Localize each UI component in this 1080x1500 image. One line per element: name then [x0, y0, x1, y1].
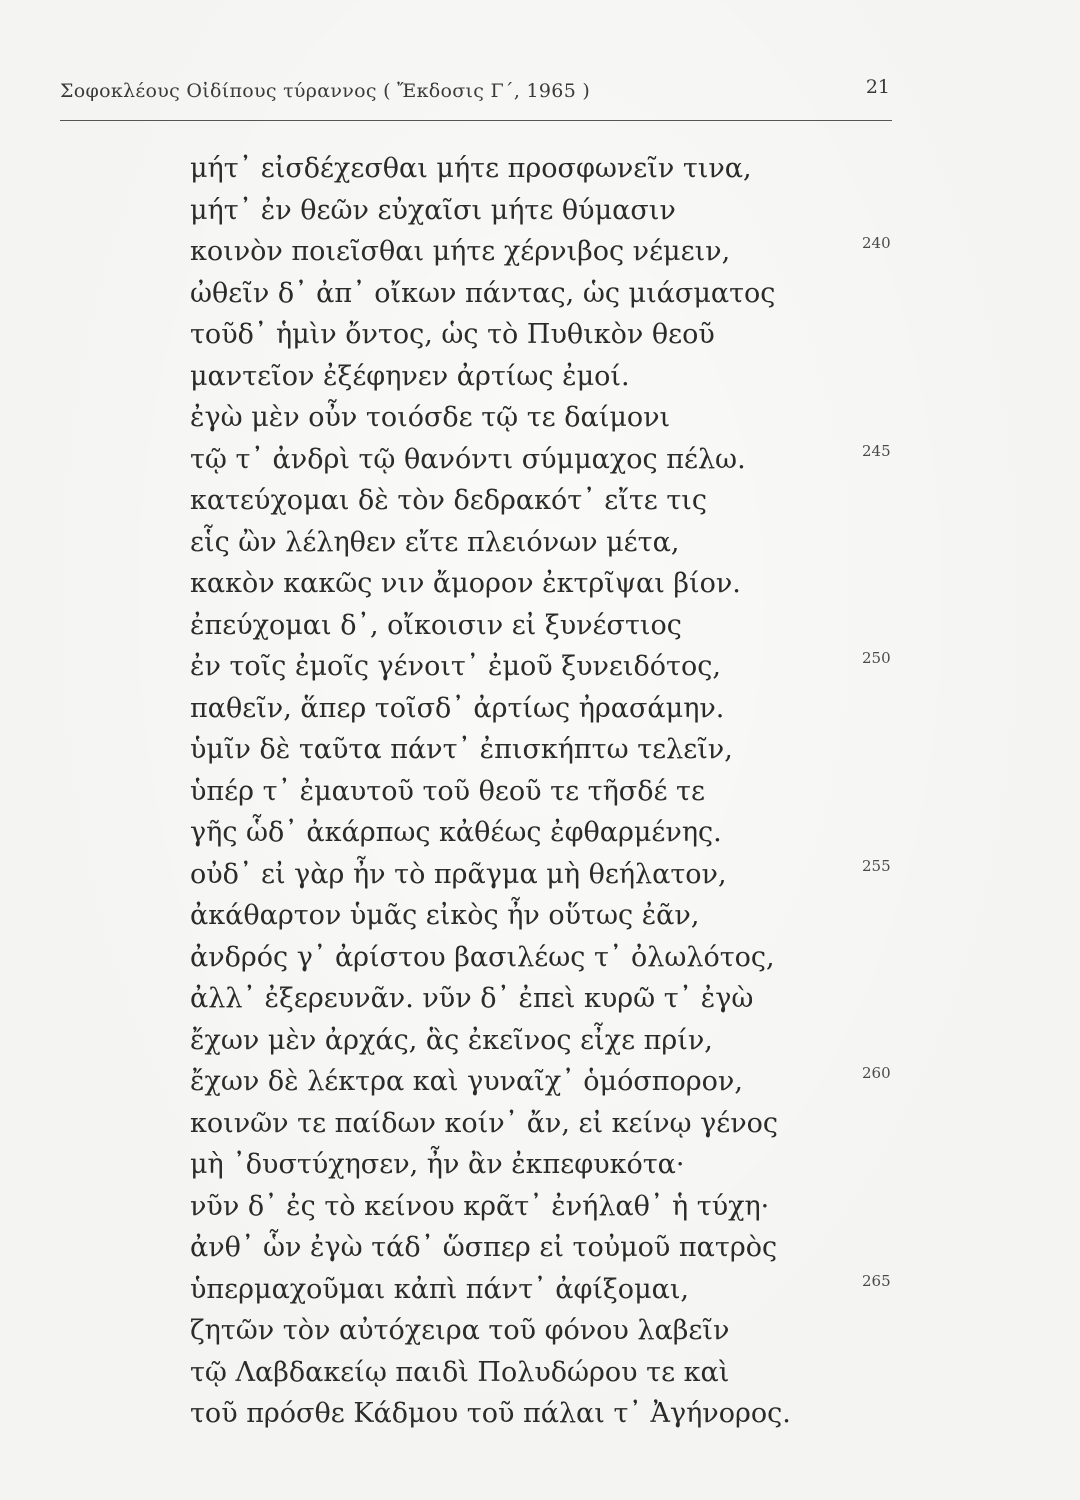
- verse-line-text: κακὸν κακῶς νιν ἄμορον ἐκτρῖψαι βίον.: [190, 568, 741, 599]
- verse-line: [190, 1061, 930, 1103]
- verse-line: [190, 356, 930, 398]
- verse-line-text: μήτ᾽ εἰσδέχεσθαι μήτε προσφωνεῖν τινα,: [190, 153, 752, 184]
- verse-line: [190, 1227, 930, 1269]
- verse-line: [190, 646, 930, 688]
- verse-line-text: κοινὸν ποιεῖσθαι μήτε χέρνιβος νέμειν,: [190, 236, 731, 267]
- verse-line: [190, 895, 930, 937]
- verse-line-text: ὑπέρ τ᾽ ἐμαυτοῦ τοῦ θεοῦ τε τῆσδέ τε: [190, 775, 705, 807]
- verse-line: [190, 771, 930, 813]
- verse-line: [190, 148, 930, 190]
- verse-line-text: τῷ Λαβδακείῳ παιδὶ Πολυδώρου τε καὶ: [190, 1356, 730, 1388]
- verse-line-text: νῦν δ᾽ ἐς τὸ κείνου κρᾶτ᾽ ἐνήλαθ᾽ ἡ τύχη·: [190, 1190, 770, 1222]
- verse-line: [190, 729, 930, 771]
- verse-line: [190, 937, 930, 979]
- verse-line-text: γῆς ὧδ᾽ ἀκάρπως κἀθέως ἐφθαρμένης.: [190, 817, 722, 848]
- verse-line: [190, 439, 930, 481]
- verse-line-text: μὴ ᾽δυστύχησεν, ἦν ἂν ἐκπεφυκότα·: [190, 1149, 685, 1180]
- verse-line-text: ἐγὼ μὲν οὖν τοιόσδε τῷ τε δαίμονι: [190, 402, 671, 433]
- verse-line: [190, 397, 930, 439]
- verse-line-text: ἐν τοῖς ἐμοῖς γένοιτ᾽ ἐμοῦ ξυνειδότος,: [190, 651, 721, 682]
- verse-line: [190, 1103, 930, 1145]
- verse-line: [190, 1020, 930, 1062]
- verse-line-text: κοινῶν τε παίδων κοίν᾽ ἄν, εἰ κείνῳ γένος: [190, 1107, 779, 1139]
- verse-line: [190, 231, 930, 273]
- verse-line-text: οὐδ᾽ εἰ γὰρ ἦν τὸ πρᾶγμα μὴ θεήλατον,: [190, 858, 727, 890]
- verse-line: [190, 522, 930, 564]
- line-number: 245: [862, 441, 891, 460]
- line-number: 260: [862, 1064, 891, 1082]
- verse-line: [190, 812, 930, 854]
- verse-line: [190, 1352, 930, 1394]
- verse-line-text: ἀκάθαρτον ὑμᾶς εἰκὸς ἦν οὕτως ἐᾶν,: [190, 900, 700, 931]
- verse-line-text: τοῦ πρόσθε Κάδμου τοῦ πάλαι τ᾽ Ἀγήνορος.: [190, 1398, 791, 1429]
- verse-line-text: ὑμῖν δὲ ταῦτα πάντ᾽ ἐπισκήπτω τελεῖν,: [190, 734, 733, 765]
- verse-line-text: μήτ᾽ ἐν θεῶν εὐχαῖσι μήτε θύμασιν: [190, 194, 676, 226]
- verse-line: [190, 854, 930, 896]
- verse-block: [190, 148, 930, 1435]
- verse-line: [190, 605, 930, 647]
- verse-line: [190, 1269, 930, 1311]
- verse-line-text: ζητῶν τὸν αὐτόχειρα τοῦ φόνου λαβεῖν: [190, 1315, 730, 1346]
- verse-line: [190, 1393, 930, 1435]
- verse-line: [190, 563, 930, 605]
- verse-line: [190, 480, 930, 522]
- verse-line: [190, 190, 930, 232]
- verse-line: [190, 273, 930, 315]
- verse-line-text: παθεῖν, ἅπερ τοῖσδ᾽ ἀρτίως ἠρασάμην.: [190, 692, 725, 724]
- verse-line: [190, 314, 930, 356]
- verse-line-text: ἀλλ᾽ ἐξερευνᾶν. νῦν δ᾽ ἐπεὶ κυρῶ τ᾽ ἐγὼ: [190, 983, 754, 1014]
- line-number: 240: [862, 234, 891, 252]
- verse-line-text: τῷ τ᾽ ἀνδρὶ τῷ θανόντι σύμμαχος πέλω.: [190, 443, 746, 475]
- page-number: 21: [865, 76, 890, 98]
- running-head: [60, 76, 890, 114]
- verse-line-text: τοῦδ᾽ ἡμὶν ὄντος, ὡς τὸ Πυθικὸν θεοῦ: [190, 319, 715, 350]
- verse-line-text: κατεύχομαι δὲ τὸν δεδρακότ᾽ εἴτε τις: [190, 485, 708, 516]
- verse-line: [190, 688, 930, 730]
- header-rule: [60, 120, 892, 121]
- verse-line-text: εἷς ὢν λέληθεν εἴτε πλειόνων μέτα,: [190, 526, 680, 558]
- verse-line: [190, 1186, 930, 1228]
- line-number: 265: [862, 1271, 891, 1290]
- verse-line: [190, 978, 930, 1020]
- verse-line-text: ἔχων μὲν ἀρχάς, ἃς ἐκεῖνος εἶχε πρίν,: [190, 1024, 713, 1056]
- verse-line-text: ἐπεύχομαι δ᾽, οἴκοισιν εἰ ξυνέστιος: [190, 609, 682, 641]
- verse-line-text: ὠθεῖν δ᾽ ἀπ᾽ οἴκων πάντας, ὡς μιάσματος: [190, 277, 776, 309]
- verse-line-text: ἀνθ᾽ ὧν ἐγὼ τάδ᾽ ὥσπερ εἰ τοὐμοῦ πατρὸς: [190, 1232, 778, 1263]
- verse-line-text: ὑπερμαχοῦμαι κἀπὶ πάντ᾽ ἀφίξομαι,: [190, 1273, 690, 1305]
- verse-line-text: μαντεῖον ἐξέφηνεν ἀρτίως ἐμοί.: [190, 360, 630, 392]
- verse-line-text: ἔχων δὲ λέκτρα καὶ γυναῖχ᾽ ὁμόσπορον,: [190, 1066, 743, 1097]
- verse-line: [190, 1310, 930, 1352]
- line-number: 250: [862, 649, 891, 667]
- running-title: Σοφοκλέους Οἰδίπους τύραννος ( Ἔκδοσις Γ΄, 1965 ): [60, 80, 591, 102]
- verse-line: [190, 1144, 930, 1186]
- line-number: 255: [862, 856, 891, 875]
- verse-line-text: ἀνδρός γ᾽ ἀρίστου βασιλέως τ᾽ ὀλωλότος,: [190, 941, 775, 973]
